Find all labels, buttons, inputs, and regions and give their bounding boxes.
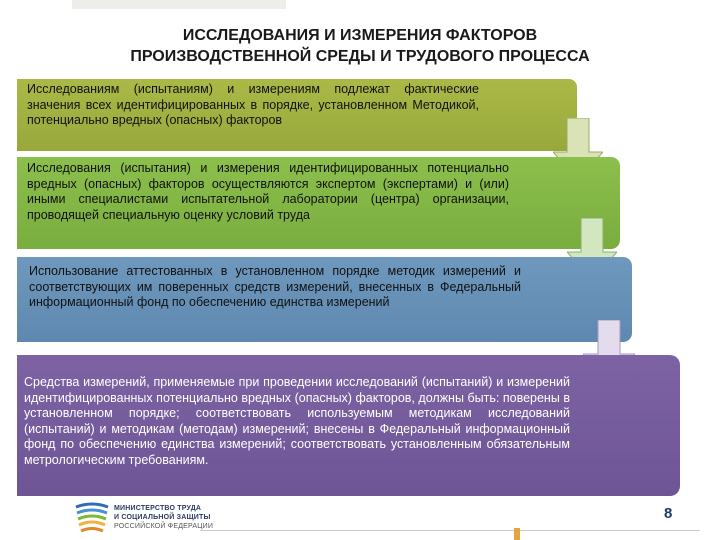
logo-line-3: РОССИЙСКОЙ ФЕДЕРАЦИИ	[114, 523, 214, 530]
title-line-2: ПРОИЗВОДСТВЕННОЙ СРЕДЫ И ТРУДОВОГО ПРОЦЕССА	[130, 48, 590, 65]
top-decor-bar	[72, 0, 286, 9]
logo-line-2: И СОЦИАЛЬНОЙ ЗАЩИТЫ	[114, 514, 211, 521]
ministry-logo-icon	[74, 501, 110, 533]
step-box-1	[17, 79, 577, 151]
logo-line-1: МИНИСТЕРСТВО ТРУДА	[114, 505, 202, 512]
footer-divider	[200, 530, 700, 531]
step-box-2	[17, 157, 620, 249]
step-box-4	[17, 355, 680, 496]
title-line-1: ИССЛЕДОВАНИЯ И ИЗМЕРЕНИЯ ФАКТОРОВ	[182, 27, 538, 44]
step-box-2-text: Исследования (испытания) и измерения идентифицированных потенциально вредных (опасных) факторов осуществляются экспертом (экспертами) и (или) иными специалистами испытательной лаборатории (центра) организации, проводящей специальную оценку условий труда	[27, 161, 509, 222]
step-box-4-text: Средства измерений, применяемые при проведении исследований (испытаний) и измерений идентифицированных потенциально вредных (опасных) факторов, должны быть: поверены в установленном порядке; соответствовать используемым методикам исследований (испытаний) и методикам (методам) измерений; внесены в Федеральный информационный фонд по обеспечению единства измерений; соответствовать установленным обязательным метрологическим требованиям.	[24, 375, 570, 467]
slide-title	[40, 25, 680, 67]
ministry-logo-text	[114, 504, 213, 531]
footer-accent	[514, 528, 520, 540]
step-box-1-text: Исследованиям (испытаниям) и измерениям подлежат фактические значения всех идентифицированных в порядке, установленном Методикой, потенциально вредных (опасных) факторов	[27, 82, 479, 127]
step-box-3	[17, 257, 632, 342]
step-box-3-text: Использование аттестованных в установленном порядке методик измерений и соответствующих им поверенных средств измерений, внесенных в Федеральный информационный фонд по обеспечению единства измерений	[29, 264, 521, 309]
page-number: 8	[664, 505, 673, 522]
